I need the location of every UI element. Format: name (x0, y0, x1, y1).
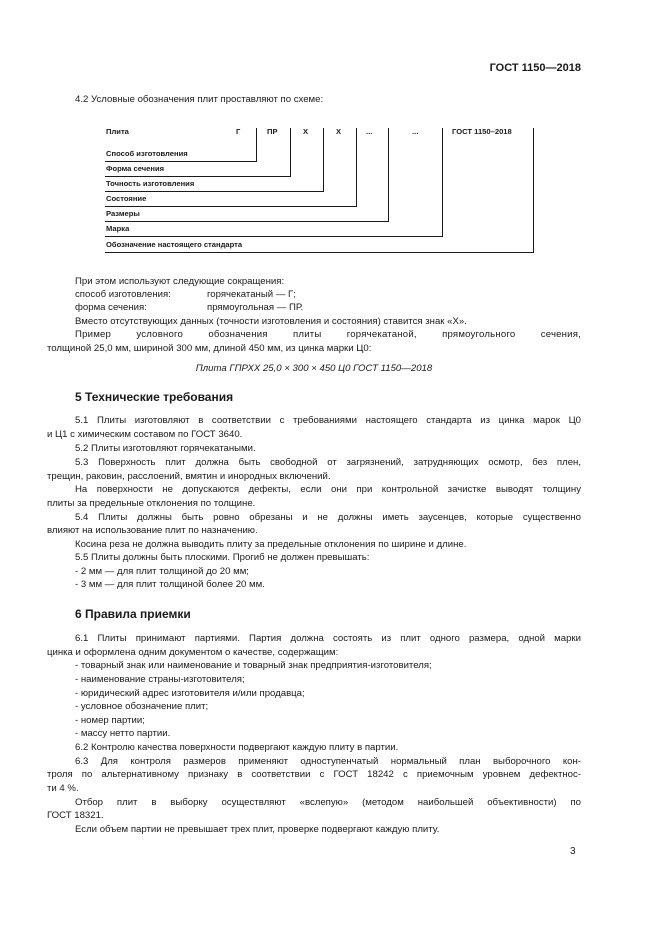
section-6-title: 6 Правила приемки (75, 607, 191, 621)
scheme-hline-7 (105, 252, 534, 253)
s5-line-10: Косина реза не должна выводить плиту за предельные отклонения по ширине и длине. (75, 539, 467, 550)
s6-line-1: 6.1 Плиты принимают партиями. Партия должна состоять из плит одного размера, одной марки (75, 633, 581, 644)
example-line-2: толщиной 25,0 мм, шириной 300 мм, длиной 450 мм, из цинка марки Ц0: (47, 343, 372, 354)
scheme-vline-gost (533, 128, 534, 253)
scheme-row-state: Состояние (106, 194, 147, 203)
scheme-vline-dots1 (388, 128, 389, 222)
abbr-item-method (75, 289, 296, 300)
scheme-top-x1: Х (303, 127, 309, 136)
s6-line-9: 6.2 Контролю качества поверхности подвергают каждую плиту в партии. (75, 742, 399, 753)
s6-line-10: 6.3 Для контроля размеров применяют одноступенчатый нормальный план выборочного кон- (75, 756, 581, 767)
scheme-row-accuracy: Точность изготовления (106, 179, 195, 188)
scheme-row-grade: Марка (106, 224, 130, 233)
scheme-hline-5 (105, 221, 389, 222)
section-5-title: 5 Технические требования (75, 390, 234, 404)
s6-line-11: троля по альтернативному признаку в соответствии с ГОСТ 18242 с приемочным уровнем дефектнос- (47, 769, 581, 780)
s5-line-12: - 2 мм — для плит толщиной до 20 мм; (75, 566, 249, 577)
abbr-missing: Вместо отсутствующих данных (точности изготовления и состояния) ставится знак «Х». (75, 316, 467, 327)
page-number: 3 (570, 846, 576, 857)
s5-line-7: плиты за предельные отклонения по толщине. (47, 498, 256, 509)
abbr-term: способ изготовления: (75, 289, 171, 300)
abbr-term: форма сечения: (75, 302, 147, 313)
s5-line-3: 5.2 Плиты изготовляют горячекатаными. (75, 443, 256, 454)
example-line-1: Пример условного обозначения плиты горячекатаной, прямоугольного сечения, (75, 329, 581, 340)
s6-line-3: - товарный знак или наименование и товарный знак предприятия-изготовителя; (75, 660, 432, 671)
abbr-intro: При этом используют следующие сокращения: (75, 276, 285, 287)
s5-line-6: На поверхности не допускаются дефекты, если они при контрольной зачистке выводят толщину (75, 484, 581, 495)
scheme-row-size: Размеры (106, 209, 140, 218)
s5-line-13: - 3 мм — для плит толщиной более 20 мм. (75, 579, 265, 590)
abbr-value: горячекатаный — Г; (207, 289, 296, 300)
scheme-hline-4 (105, 206, 357, 207)
scheme-top-x2: Х (336, 127, 342, 136)
scheme-vline-dots2 (442, 128, 443, 237)
s6-line-13: Отбор плит в выборку осуществляют «вслепую» (методом наибольшей объективности) по (75, 797, 581, 808)
s6-line-8: - массу нетто партии. (75, 728, 171, 739)
s6-line-12: ти 4 %. (47, 783, 79, 794)
s5-line-11: 5.5 Плиты должны быть плоскими. Прогиб не должен превышать: (75, 552, 370, 563)
s6-line-14: ГОСТ 18321. (47, 810, 104, 821)
scheme-vline-pr (290, 128, 291, 177)
s5-line-1: 5.1 Плиты изготовляют в соответствии с требованиями настоящего стандарта из цинка марок Ц0 (75, 415, 581, 426)
scheme-row-shape: Форма сечения (106, 164, 165, 173)
s5-line-4: 5.3 Поверхность плит должна быть свободной от загрязнений, затрудняющих осмотр, без плен, (75, 457, 581, 468)
s6-line-5: - юридический адрес изготовителя и/или продавца; (75, 688, 305, 699)
s5-line-2: и Ц1 с химическим составом по ГОСТ 3640. (47, 429, 243, 440)
s6-line-6: - условное обозначение плит; (75, 701, 209, 712)
scheme-top-dots1: ... (366, 127, 373, 136)
scheme-hline-6 (105, 236, 443, 237)
example-formula: Плита ГПРХХ 25,0 × 300 × 450 Ц0 ГОСТ 1150—2018 (195, 363, 433, 374)
s5-line-9: влияют на использование плит по назначению. (47, 525, 258, 536)
s6-line-15: Если объем партии не превышает трех плит, проверке подвергают каждую плиту. (75, 824, 440, 835)
scheme-vline-g (256, 128, 257, 162)
scheme-top-gost: ГОСТ 1150–2018 (452, 127, 512, 136)
scheme-vline-x1 (323, 128, 324, 192)
scheme-hline-3 (105, 191, 324, 192)
scheme-top-dots2: ... (412, 127, 419, 136)
document-header: ГОСТ 1150—2018 (489, 62, 581, 74)
scheme-row-standard: Обозначение настоящего стандарта (106, 240, 243, 249)
scheme-vline-x2 (356, 128, 357, 207)
s6-line-4: - наименование страны-изготовителя; (75, 674, 245, 685)
abbr-item-shape (75, 302, 304, 313)
scheme-hline-1 (105, 161, 257, 162)
s5-line-5: трещин, раковин, расслоений, вмятин и инородных включений. (47, 471, 331, 482)
scheme-top-g: Г (236, 127, 241, 136)
abbr-value: прямоугольная — ПР. (207, 302, 304, 313)
s6-line-2: цинка и оформлена одним документом о качестве, содержащим: (47, 647, 339, 658)
scheme-row-method: Способ изготовления (106, 149, 188, 158)
s6-line-7: - номер партии; (75, 715, 145, 726)
scheme-top-pr: ПР (267, 127, 278, 136)
s5-line-8: 5.4 Плиты должны быть ровно обрезаны и не должны иметь заусенцев, которые существенно (75, 512, 581, 523)
clause-4-2: 4.2 Условные обозначения плит проставляют по схеме: (75, 94, 324, 105)
scheme-hline-2 (105, 176, 291, 177)
scheme-top-plita: Плита (106, 127, 129, 136)
